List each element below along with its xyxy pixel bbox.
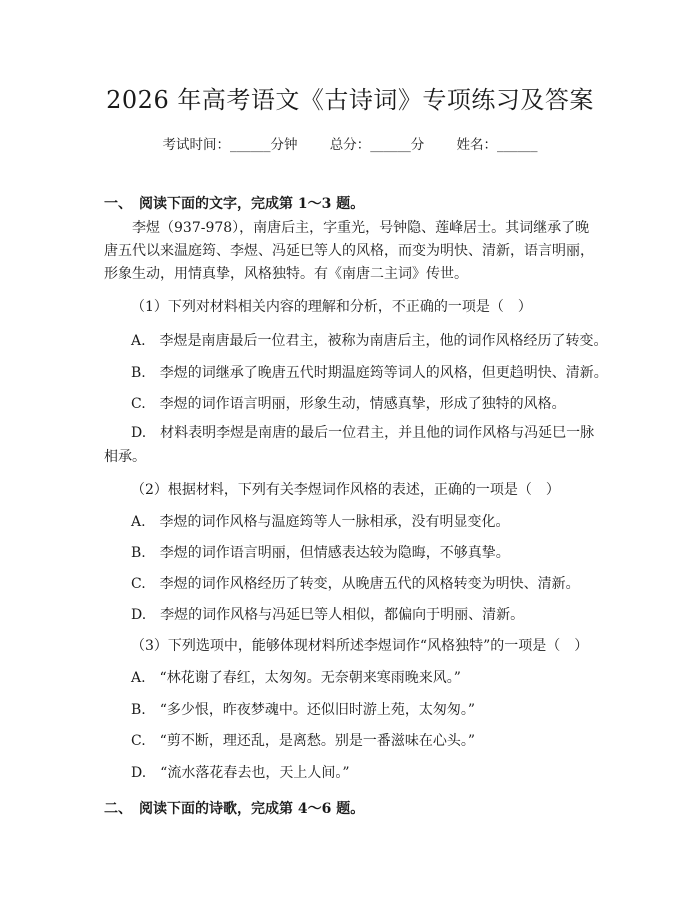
question-1-option-c: C. 李煜的词作语言明丽，形象生动，情感真挚，形成了独特的风格。	[131, 396, 566, 412]
question-2-option-c: C. 李煜的词作风格经历了转变，从晚唐五代的风格转变为明快、清新。	[131, 576, 580, 592]
question-3-stem: （3）下列选项中，能够体现材料所述李煜词作“风格独特”的一项是（ ）	[131, 638, 589, 654]
exam-meta	[0, 133, 700, 153]
question-1-option-a: A. 李煜是南唐最后一位君主，被称为南唐后主，他的词作风格经历了转变。	[131, 333, 608, 349]
question-3-option-b: B. “多少恨，昨夜梦魂中。还似旧时游上苑，太匆匆。”	[131, 702, 476, 718]
question-3-option-c: C. “剪不断，理还乱，是离愁。别是一番滋味在心头。”	[131, 733, 475, 749]
document-title: 2026 年高考语文《古诗词》专项练习及答案	[106, 86, 594, 114]
section-two-heading: 二、 阅读下面的诗歌，完成第 4～6 题。	[104, 801, 365, 817]
question-1-option-d: D. 材料表明李煜是南唐的最后一位君主，并且他的词作风格与冯延巳一脉相承。	[104, 425, 595, 465]
question-3-option-d: D. “流水落花春去也，天上人间。”	[131, 765, 350, 781]
question-1-option-b: B. 李煜的词继承了晚唐五代时期温庭筠等词人的风格，但更趋明快、清新。	[131, 365, 608, 381]
question-2-stem: （2）根据材料，下列有关李煜词作风格的表述，正确的一项是（ ）	[131, 482, 560, 498]
total-score-field: 总分：______分	[329, 137, 425, 153]
question-3-option-a: A. “林花谢了春红，太匆匆。无奈朝来寒雨晚来风。”	[131, 670, 461, 686]
question-1-stem: （1）下列对材料相关内容的理解和分析，不正确的一项是（ ）	[131, 299, 532, 315]
question-2-option-b: B. 李煜的词作语言明丽，但情感表达较为隐晦，不够真挚。	[131, 545, 510, 561]
question-2-option-a: A. 李煜的词作风格与温庭筠等人一脉相承，没有明显变化。	[131, 514, 510, 530]
name-field: 姓名：______	[456, 137, 538, 153]
question-2-option-d: D. 李煜的词作风格与冯延巳等人相似，都偏向于明丽、清新。	[131, 607, 525, 623]
section-one-heading: 一、 阅读下面的文字，完成第 1～3 题。	[104, 196, 365, 212]
reading-passage: 李煜（937-978），南唐后主，字重光，号钟隐、莲峰居士。其词继承了晚唐五代以来温庭筠、李煜、冯延巳等人的风格，而变为明快、清新，语言明丽，形象生动，用情真挚，风格独特。有《南唐二主词》传世。	[104, 220, 594, 282]
exam-time-field: 考试时间：______分钟	[162, 137, 298, 153]
